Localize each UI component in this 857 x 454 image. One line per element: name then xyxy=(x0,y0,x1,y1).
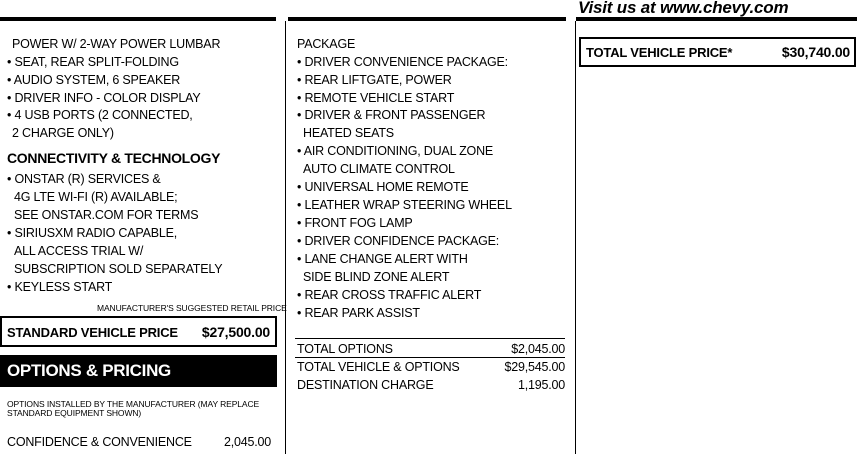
option-line: SIDE BLIND ZONE ALERT xyxy=(303,270,450,284)
standard-vehicle-price-value: $27,500.00 xyxy=(201,324,270,340)
options-note: OPTIONS INSTALLED BY THE MANUFACTURER (MAY REPLACE STANDARD EQUIPMENT SHOWN) xyxy=(7,399,260,418)
total-vehicle-price-value: $30,740.00 xyxy=(781,44,850,60)
equipment-line: • ONSTAR (R) SERVICES & xyxy=(7,172,161,186)
options-pricing-heading-text: OPTIONS & PRICING xyxy=(7,361,171,380)
equipment-line: 2 CHARGE ONLY) xyxy=(12,126,114,140)
totals-subline xyxy=(295,357,565,358)
option-row-label: CONFIDENCE & CONVENIENCE xyxy=(7,435,192,449)
option-line: • FRONT FOG LAMP xyxy=(297,216,413,230)
totals-divider xyxy=(295,338,565,339)
options-pricing-heading xyxy=(0,355,277,387)
option-line: AUTO CLIMATE CONTROL xyxy=(303,162,455,176)
equipment-line: • SEAT, REAR SPLIT-FOLDING xyxy=(7,55,179,69)
divider-col1 xyxy=(285,21,286,454)
option-row-value: 2,045.00 xyxy=(224,435,272,449)
option-line: • DRIVER CONVENIENCE PACKAGE: xyxy=(297,55,508,69)
msrp-label: MANUFACTURER'S SUGGESTED RETAIL PRICE xyxy=(97,303,287,313)
equipment-line: SEE ONSTAR.COM FOR TERMS xyxy=(14,208,199,222)
option-line: PACKAGE xyxy=(297,37,356,51)
total-options-label: TOTAL OPTIONS xyxy=(297,342,393,356)
option-line: • REAR CROSS TRAFFIC ALERT xyxy=(297,288,482,302)
option-line: • AIR CONDITIONING, DUAL ZONE xyxy=(297,144,494,158)
total-vehicle-options-label: TOTAL VEHICLE & OPTIONS xyxy=(297,360,460,374)
option-line: • DRIVER CONFIDENCE PACKAGE: xyxy=(297,234,500,248)
option-line: • REAR LIFTGATE, POWER xyxy=(297,73,452,87)
equipment-line: • AUDIO SYSTEM, 6 SPEAKER xyxy=(7,73,181,87)
destination-charge-label: DESTINATION CHARGE xyxy=(297,378,434,392)
top-rule-col2 xyxy=(288,17,566,21)
chevy-website-link[interactable]: Visit us at www.chevy.com xyxy=(578,0,789,17)
top-rule-col1 xyxy=(0,17,276,21)
option-line: • DRIVER & FRONT PASSENGER xyxy=(297,108,486,122)
total-options-value: $2,045.00 xyxy=(511,342,565,356)
divider-col2 xyxy=(575,21,576,454)
equipment-line: SUBSCRIPTION SOLD SEPARATELY xyxy=(14,262,223,276)
option-line: HEATED SEATS xyxy=(303,126,394,140)
option-line: • UNIVERSAL HOME REMOTE xyxy=(297,180,469,194)
total-vehicle-price-label: TOTAL VEHICLE PRICE* xyxy=(586,45,733,60)
connectivity-heading: CONNECTIVITY & TECHNOLOGY xyxy=(7,150,221,166)
total-vehicle-price-box xyxy=(579,37,856,67)
standard-vehicle-price-label: STANDARD VEHICLE PRICE xyxy=(7,325,178,340)
option-line: • LANE CHANGE ALERT WITH xyxy=(297,252,468,266)
total-vehicle-options-value: $29,545.00 xyxy=(504,360,565,374)
equipment-line: • KEYLESS START xyxy=(7,280,113,294)
equipment-line: • 4 USB PORTS (2 CONNECTED, xyxy=(7,108,193,122)
standard-vehicle-price-box xyxy=(0,316,277,347)
equipment-line: • SIRIUSXM RADIO CAPABLE, xyxy=(7,226,178,240)
destination-charge-value: 1,195.00 xyxy=(517,378,565,392)
equipment-line: • DRIVER INFO - COLOR DISPLAY xyxy=(7,91,201,105)
option-line: • REAR PARK ASSIST xyxy=(297,306,420,320)
equipment-line: POWER W/ 2-WAY POWER LUMBAR xyxy=(12,37,221,51)
option-line: • LEATHER WRAP STEERING WHEEL xyxy=(297,198,512,212)
top-rule-col3 xyxy=(576,17,857,21)
option-line: • REMOTE VEHICLE START xyxy=(297,91,455,105)
equipment-line: 4G LTE WI-FI (R) AVAILABLE; xyxy=(14,190,178,204)
equipment-line: ALL ACCESS TRIAL W/ xyxy=(14,244,144,258)
